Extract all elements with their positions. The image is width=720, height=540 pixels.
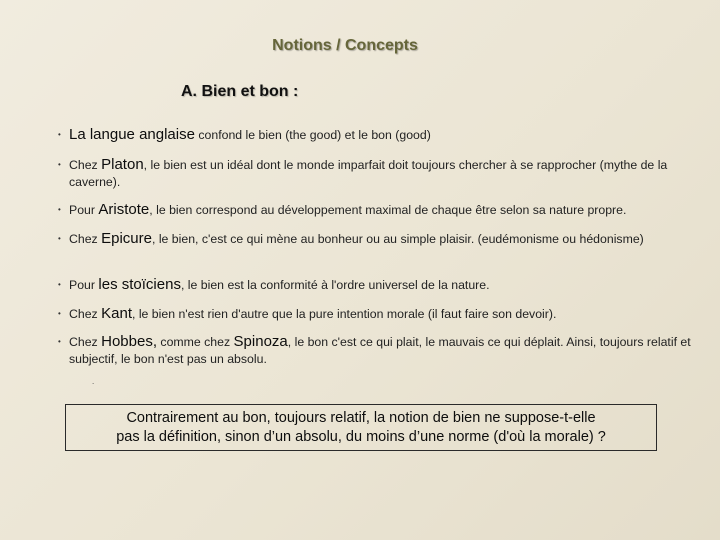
- list-item-prefix: Chez: [69, 335, 102, 349]
- list-item-prefix: Pour: [69, 278, 99, 292]
- list-item: [58, 333, 716, 368]
- list-item-text: [69, 126, 716, 144]
- list-item-detail: , le bon c'est ce qui plait, le mauvais ce qui déplait. Ainsi, toujours relatif et subjectif, le bon n'est pas un absolu.: [69, 335, 691, 366]
- list-item-text: [69, 333, 716, 368]
- list-item-text: [69, 230, 716, 248]
- conclusion-box: [65, 404, 657, 451]
- list-item: [58, 201, 716, 219]
- conclusion-line: pas la définition, sinon d’un absolu, du moins d’une norme (d'où la morale) ?: [116, 428, 606, 445]
- stray-dot: .: [92, 377, 95, 386]
- keyword: Aristote: [98, 201, 150, 218]
- slide-title: Notions / Concepts: [272, 37, 418, 54]
- list-item: [58, 156, 716, 191]
- list-item-prefix: Chez: [69, 232, 102, 246]
- list-item: [58, 230, 716, 248]
- keyword: La langue anglaise: [69, 126, 195, 143]
- bullet-icon: •: [58, 130, 61, 139]
- conclusion-line: Contrairement au bon, toujours relatif, la notion de bien ne suppose-t-elle: [126, 409, 596, 426]
- list-item: [58, 126, 716, 144]
- bullet-icon: •: [58, 205, 61, 214]
- list-item-detail: , le bien correspond au développement maximal de chaque être selon sa nature propre.: [149, 203, 627, 217]
- keyword: Epicure: [101, 230, 152, 247]
- conclusion-text: [116, 409, 606, 447]
- list-item: [58, 276, 716, 294]
- list-item-text: [69, 201, 716, 219]
- keyword: Platon: [101, 156, 144, 173]
- list-item-prefix: Chez: [69, 307, 102, 321]
- list-item-detail: , le bien est la conformité à l'ordre universel de la nature.: [180, 278, 490, 292]
- list-item-text: [69, 156, 716, 191]
- list-item-detail: , le bien, c'est ce qui mène au bonheur ou au simple plaisir. (eudémonisme ou hédonisme): [151, 232, 644, 246]
- keyword: Kant: [101, 305, 132, 322]
- list-item-text: [69, 276, 716, 294]
- bullet-icon: •: [58, 309, 61, 318]
- keyword: Hobbes,: [101, 333, 157, 350]
- keyword: les stoïciens: [98, 276, 181, 293]
- list-item-prefix: Chez: [69, 158, 102, 172]
- section-heading: A. Bien et bon :: [181, 83, 299, 100]
- bullet-icon: •: [58, 280, 61, 289]
- list-item-detail: , le bien est un idéal dont le monde imparfait doit toujours chercher à se rapprocher (mythe de la caverne).: [69, 158, 668, 189]
- list-item-middle: comme chez: [157, 335, 234, 349]
- bullet-icon: •: [58, 337, 61, 346]
- list-item-prefix: Pour: [69, 203, 99, 217]
- keyword: Spinoza: [233, 333, 288, 350]
- list-item: [58, 305, 716, 323]
- bullet-icon: •: [58, 160, 61, 169]
- list-item-text: [69, 305, 716, 323]
- list-item-detail: confond le bien (the good) et le bon (good): [194, 128, 431, 142]
- bullet-icon: •: [58, 234, 61, 243]
- list-item-detail: , le bien n'est rien d'autre que la pure intention morale (il faut faire son devoir).: [131, 307, 557, 321]
